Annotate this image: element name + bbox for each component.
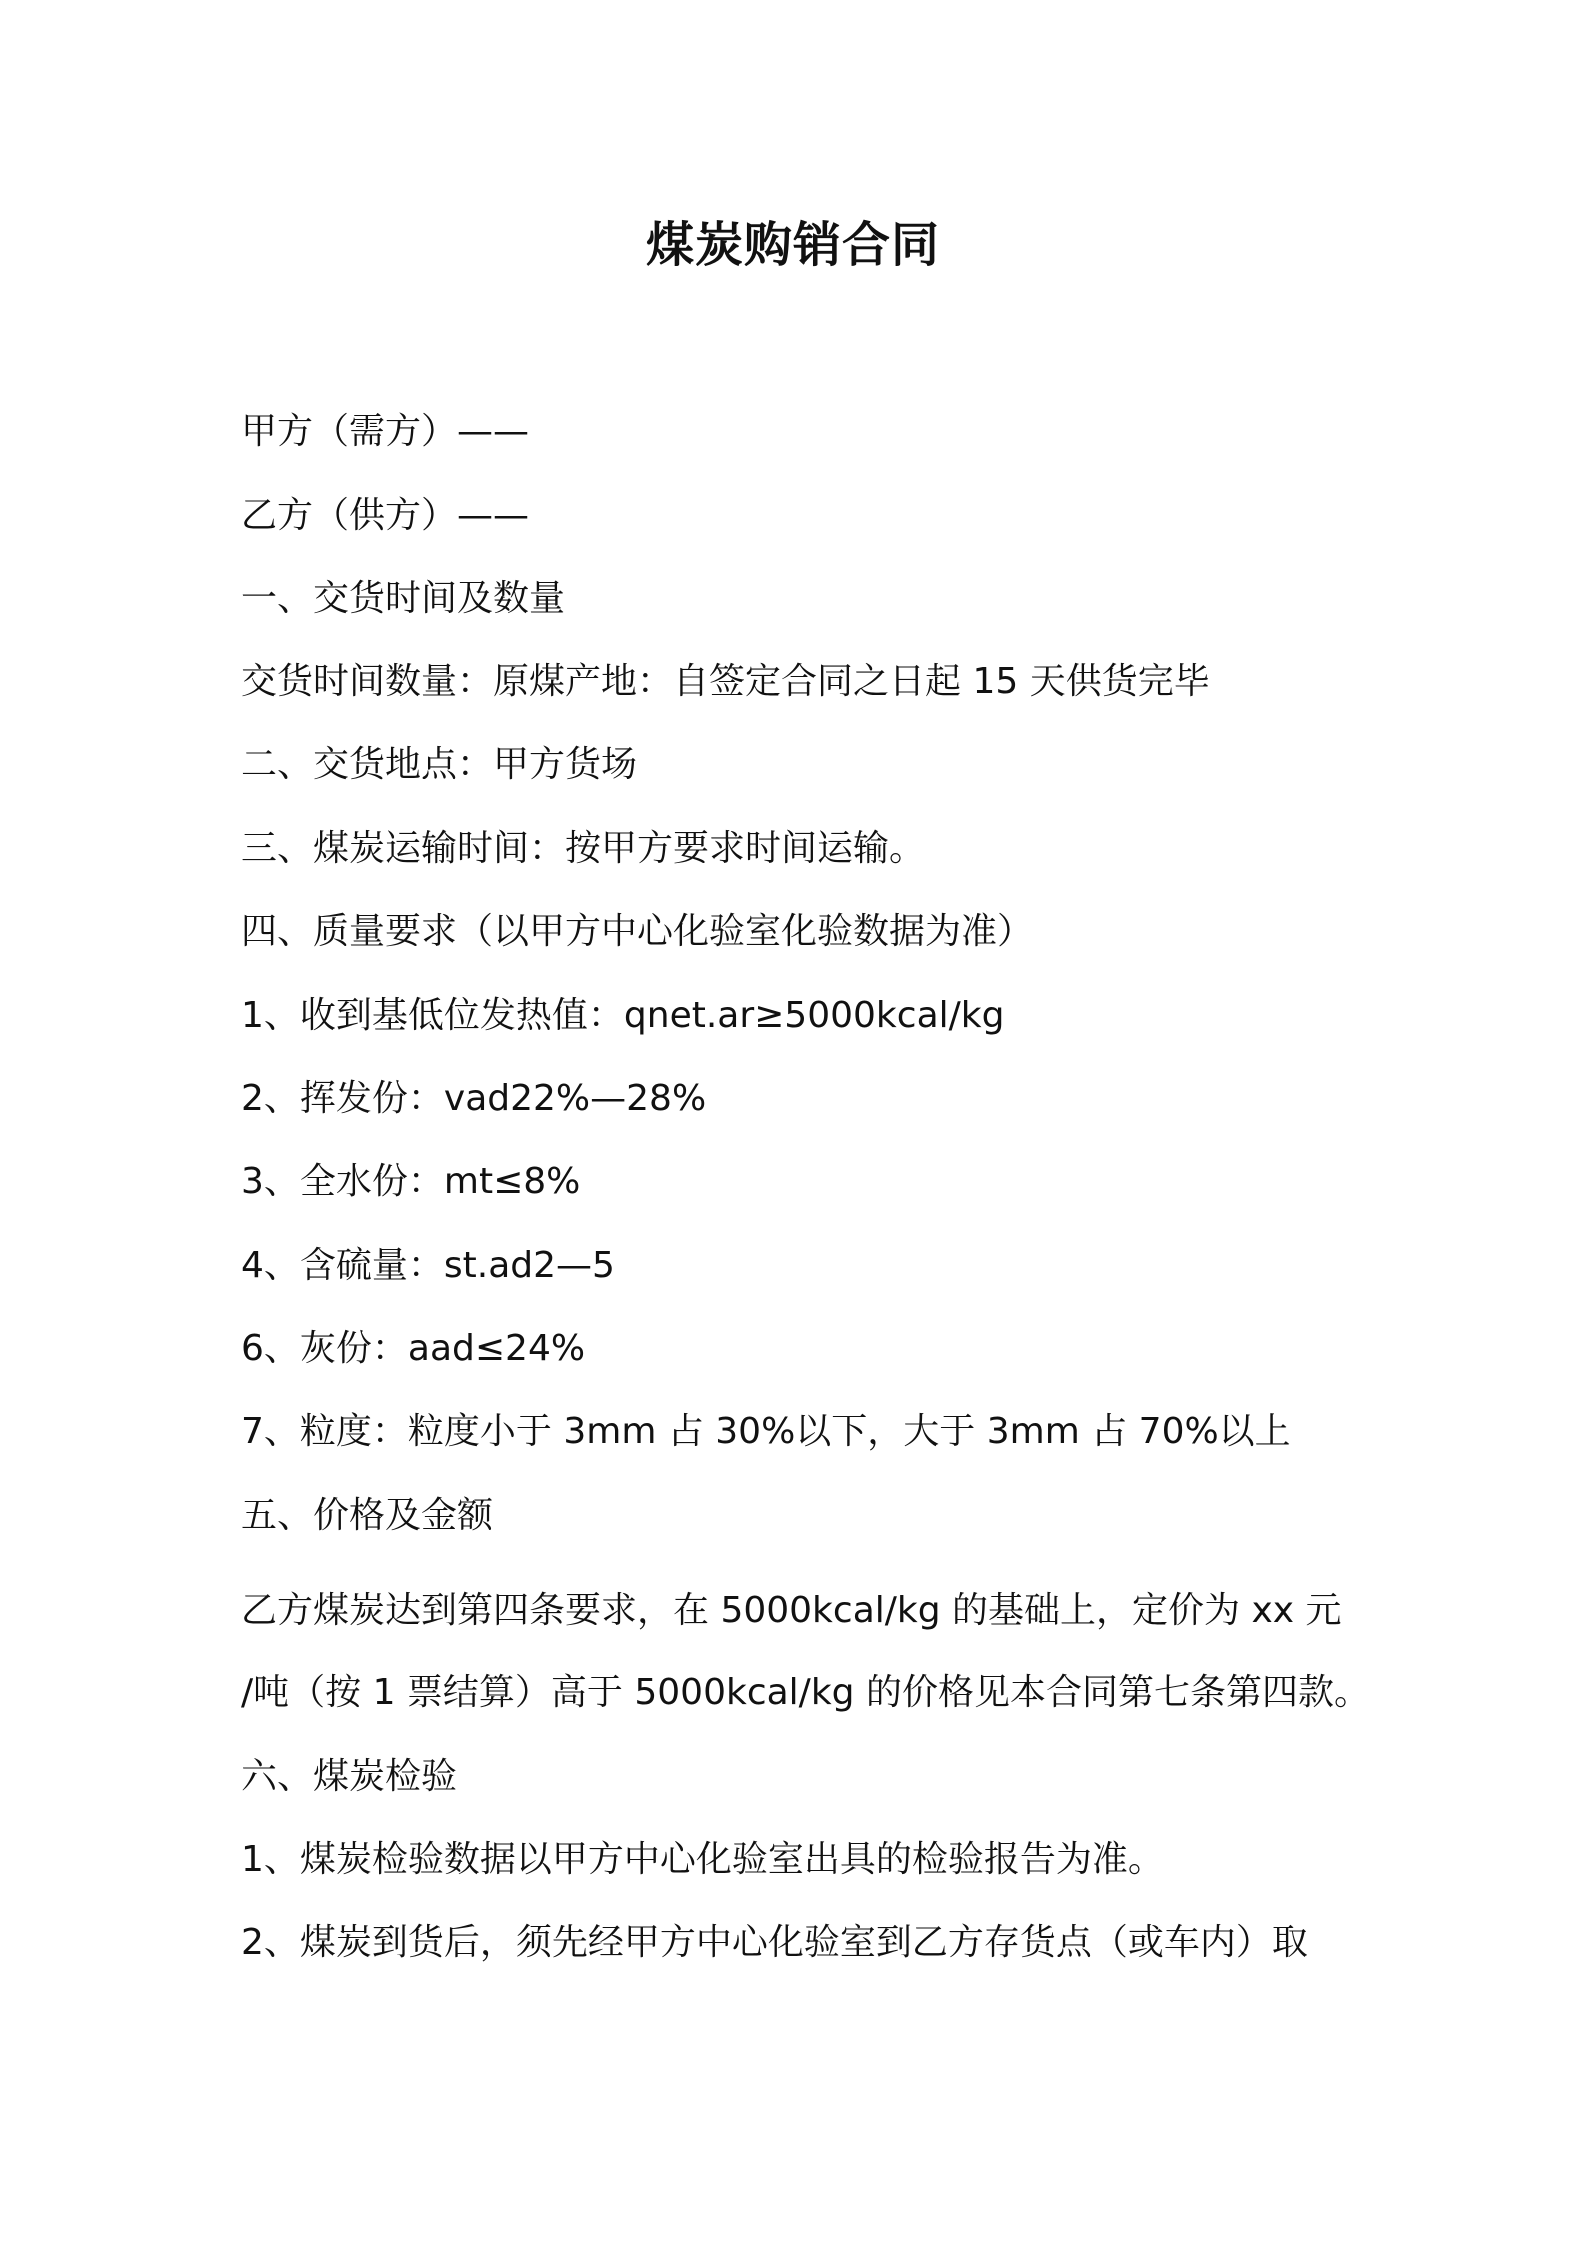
- section-5-heading: 五、价格及金额: [241, 1495, 494, 1536]
- section-2-line: 二、交货地点：甲方货场: [241, 744, 638, 785]
- quality-item-6: 6、灰份：aad≤24%: [241, 1328, 586, 1369]
- section-1-heading: 一、交货时间及数量: [241, 578, 566, 619]
- party-b-line: 乙方（供方）——: [241, 495, 530, 536]
- quality-item-1: 1、收到基低位发热值：qnet.ar≥5000kcal/kg: [241, 995, 1005, 1036]
- document-title: 煤炭购销合同: [645, 217, 940, 273]
- quality-item-3: 3、全水份：mt≤8%: [241, 1161, 581, 1202]
- quality-item-2: 2、挥发份：vad22%—28%: [241, 1078, 707, 1119]
- inspection-item-1: 1、煤炭检验数据以甲方中心化验室出具的检验报告为准。: [241, 1839, 1164, 1880]
- party-a-line: 甲方（需方）——: [241, 411, 530, 452]
- section-3-line: 三、煤炭运输时间：按甲方要求时间运输。: [241, 828, 926, 869]
- price-paragraph-line-2: /吨（按 1 票结算）高于 5000kcal/kg 的价格见本合同第七条第四款。: [241, 1672, 1370, 1713]
- delivery-time-line: 交货时间数量：原煤产地：自签定合同之日起 15 天供货完毕: [241, 661, 1210, 702]
- inspection-item-2: 2、煤炭到货后，须先经甲方中心化验室到乙方存货点（或车内）取: [241, 1922, 1308, 1963]
- quality-item-7: 7、粒度：粒度小于 3mm 占 30%以下，大于 3mm 占 70%以上: [241, 1411, 1291, 1452]
- section-4-heading: 四、质量要求（以甲方中心化验室化验数据为准）: [241, 911, 1034, 952]
- price-paragraph-line-1: 乙方煤炭达到第四条要求，在 5000kcal/kg 的基础上，定价为 xx 元: [241, 1590, 1342, 1631]
- quality-item-4: 4、含硫量：st.ad2—5: [241, 1245, 615, 1286]
- section-6-heading: 六、煤炭检验: [241, 1756, 458, 1797]
